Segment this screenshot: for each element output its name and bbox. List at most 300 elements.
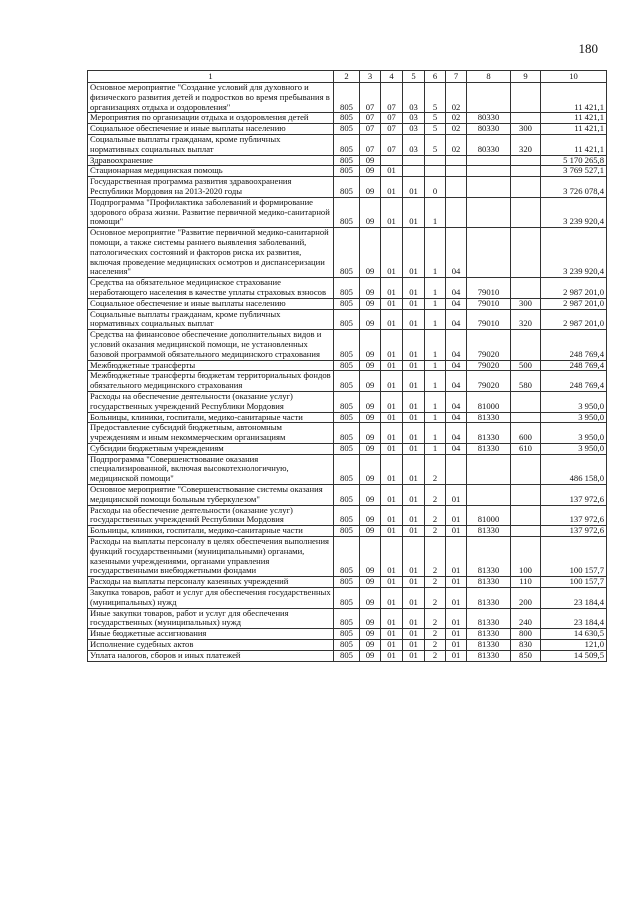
section-cell: 07 <box>360 113 381 124</box>
table-row <box>88 485 607 506</box>
program-cell: 01 <box>403 278 425 299</box>
program-cell: 01 <box>403 371 425 392</box>
row-name-cell: Межбюджетные трансферты бюджетам территориальных фондов обязательного медицинского страхования <box>88 371 334 392</box>
direction-cell: 81330 <box>467 629 511 640</box>
admin-code-cell: 805 <box>334 166 360 177</box>
table-row <box>88 278 607 299</box>
table-row <box>88 423 607 444</box>
row-name-cell: Иные закупки товаров, работ и услуг для обеспечения государственных (муниципальных) нужд <box>88 608 334 629</box>
section-cell: 09 <box>360 485 381 506</box>
subprogram-cell: 1 <box>425 391 446 412</box>
direction-cell: 80330 <box>467 134 511 155</box>
row-name-cell: Иные бюджетные ассигнования <box>88 629 334 640</box>
subprogram-cell: 1 <box>425 197 446 227</box>
subsection-cell: 01 <box>381 228 403 278</box>
subprogram-cell <box>425 155 446 166</box>
section-cell: 09 <box>360 588 381 609</box>
measure-cell: 02 <box>446 83 467 113</box>
expense-type-cell <box>511 485 541 506</box>
row-name-cell: Исполнение судебных актов <box>88 640 334 651</box>
subsection-cell: 01 <box>381 588 403 609</box>
direction-cell <box>467 155 511 166</box>
row-name-cell: Основное мероприятие "Совершенствование системы оказания медицинской помощи больным туберкулезом" <box>88 485 334 506</box>
expense-type-cell <box>511 454 541 484</box>
direction-cell <box>467 485 511 506</box>
subprogram-cell <box>425 166 446 177</box>
subsection-cell: 07 <box>381 124 403 135</box>
amount-cell: 3 769 527,1 <box>541 166 607 177</box>
subsection-cell: 07 <box>381 113 403 124</box>
section-cell: 09 <box>360 640 381 651</box>
amount-cell: 3 950,0 <box>541 423 607 444</box>
admin-code-cell: 805 <box>334 423 360 444</box>
direction-cell: 81330 <box>467 537 511 577</box>
subsection-cell: 01 <box>381 371 403 392</box>
direction-cell <box>467 454 511 484</box>
measure-cell: 04 <box>446 412 467 423</box>
direction-cell: 79010 <box>467 278 511 299</box>
admin-code-cell: 805 <box>334 83 360 113</box>
measure-cell: 04 <box>446 443 467 454</box>
direction-cell: 80330 <box>467 124 511 135</box>
subsection-cell: 01 <box>381 278 403 299</box>
program-cell: 01 <box>403 443 425 454</box>
column-header: 5 <box>403 71 425 83</box>
section-cell: 09 <box>360 537 381 577</box>
admin-code-cell: 805 <box>334 124 360 135</box>
expense-type-cell: 100 <box>511 537 541 577</box>
amount-cell: 137 972,6 <box>541 485 607 506</box>
measure-cell: 02 <box>446 113 467 124</box>
subsection-cell: 01 <box>381 629 403 640</box>
measure-cell <box>446 166 467 177</box>
expense-type-cell: 320 <box>511 134 541 155</box>
row-name-cell: Расходы на выплаты персоналу в целях обеспечения выполнения функций государственными (муниципальными) органами, казенными учреждениями, органами управления государственными внебюджетными фондами <box>88 537 334 577</box>
direction-cell: 81330 <box>467 640 511 651</box>
section-cell: 09 <box>360 309 381 330</box>
direction-cell: 81330 <box>467 577 511 588</box>
measure-cell: 04 <box>446 228 467 278</box>
program-cell: 01 <box>403 577 425 588</box>
subsection-cell: 01 <box>381 443 403 454</box>
subprogram-cell: 2 <box>425 485 446 506</box>
subprogram-cell: 2 <box>425 650 446 661</box>
program-cell: 01 <box>403 197 425 227</box>
amount-cell: 3 726 078,4 <box>541 177 607 198</box>
program-cell: 01 <box>403 629 425 640</box>
direction-cell: 79010 <box>467 309 511 330</box>
measure-cell: 01 <box>446 485 467 506</box>
subsection-cell: 01 <box>381 330 403 360</box>
column-header: 3 <box>360 71 381 83</box>
amount-cell: 11 421,1 <box>541 83 607 113</box>
program-cell <box>403 155 425 166</box>
section-cell: 09 <box>360 177 381 198</box>
direction-cell: 81330 <box>467 526 511 537</box>
direction-cell: 79020 <box>467 371 511 392</box>
section-cell: 09 <box>360 577 381 588</box>
admin-code-cell: 805 <box>334 640 360 651</box>
subsection-cell: 01 <box>381 391 403 412</box>
program-cell: 01 <box>403 391 425 412</box>
expense-type-cell <box>511 166 541 177</box>
amount-cell: 14 509,5 <box>541 650 607 661</box>
row-name-cell: Подпрограмма "Совершенствование оказания специализированной, включая высокотехнологичную, медицинской помощи" <box>88 454 334 484</box>
table-row <box>88 443 607 454</box>
subprogram-cell: 1 <box>425 309 446 330</box>
subprogram-cell: 0 <box>425 177 446 198</box>
amount-cell: 3 239 920,4 <box>541 228 607 278</box>
section-cell: 09 <box>360 443 381 454</box>
direction-cell: 81330 <box>467 412 511 423</box>
section-cell: 09 <box>360 228 381 278</box>
row-name-cell: Основное мероприятие "Развитие первичной медико-санитарной помощи, а также системы раннего выявления заболеваний, патологических состояний и факторов риска их развития, включая проведение медицинских осмотров и диспансеризации населения" <box>88 228 334 278</box>
subprogram-cell: 2 <box>425 537 446 577</box>
expense-type-cell <box>511 330 541 360</box>
row-name-cell: Закупка товаров, работ и услуг для обеспечения государственных (муниципальных) нужд <box>88 588 334 609</box>
direction-cell: 79010 <box>467 298 511 309</box>
subsection-cell: 01 <box>381 640 403 651</box>
admin-code-cell: 805 <box>334 454 360 484</box>
program-cell: 01 <box>403 360 425 371</box>
direction-cell <box>467 83 511 113</box>
expense-type-cell: 600 <box>511 423 541 444</box>
section-cell: 09 <box>360 454 381 484</box>
expense-type-cell <box>511 197 541 227</box>
amount-cell: 11 421,1 <box>541 113 607 124</box>
row-name-cell: Основное мероприятие "Создание условий для духовного и физического развития детей и подростков во время пребывания в организациях отдыха и оздоровления" <box>88 83 334 113</box>
measure-cell <box>446 155 467 166</box>
section-cell: 09 <box>360 155 381 166</box>
table-row <box>88 228 607 278</box>
table-row <box>88 197 607 227</box>
section-cell: 07 <box>360 134 381 155</box>
admin-code-cell: 805 <box>334 278 360 299</box>
expense-type-cell: 610 <box>511 443 541 454</box>
subsection-cell: 01 <box>381 608 403 629</box>
program-cell: 01 <box>403 309 425 330</box>
expense-type-cell: 110 <box>511 577 541 588</box>
program-cell: 01 <box>403 640 425 651</box>
subsection-cell: 07 <box>381 83 403 113</box>
expense-type-cell: 580 <box>511 371 541 392</box>
admin-code-cell: 805 <box>334 228 360 278</box>
subprogram-cell: 5 <box>425 113 446 124</box>
amount-cell: 2 987 201,0 <box>541 298 607 309</box>
subsection-cell: 01 <box>381 505 403 526</box>
table-row <box>88 640 607 651</box>
measure-cell: 04 <box>446 278 467 299</box>
program-cell: 01 <box>403 330 425 360</box>
subsection-cell: 01 <box>381 197 403 227</box>
measure-cell: 01 <box>446 505 467 526</box>
expense-type-cell: 320 <box>511 309 541 330</box>
measure-cell <box>446 454 467 484</box>
admin-code-cell: 805 <box>334 197 360 227</box>
table-header-row <box>88 71 607 83</box>
subprogram-cell: 2 <box>425 505 446 526</box>
section-cell: 09 <box>360 298 381 309</box>
table-row <box>88 134 607 155</box>
amount-cell: 5 170 265,8 <box>541 155 607 166</box>
section-cell: 09 <box>360 166 381 177</box>
subprogram-cell: 2 <box>425 454 446 484</box>
subprogram-cell: 2 <box>425 577 446 588</box>
column-header: 2 <box>334 71 360 83</box>
expense-type-cell: 300 <box>511 298 541 309</box>
section-cell: 09 <box>360 330 381 360</box>
budget-table <box>87 70 607 662</box>
subprogram-cell: 2 <box>425 588 446 609</box>
measure-cell: 01 <box>446 537 467 577</box>
direction-cell <box>467 177 511 198</box>
section-cell: 09 <box>360 629 381 640</box>
measure-cell: 01 <box>446 526 467 537</box>
table-row <box>88 113 607 124</box>
row-name-cell: Мероприятия по организации отдыха и оздоровления детей <box>88 113 334 124</box>
subprogram-cell: 1 <box>425 228 446 278</box>
measure-cell: 01 <box>446 650 467 661</box>
amount-cell: 3 239 920,4 <box>541 197 607 227</box>
expense-type-cell <box>511 391 541 412</box>
admin-code-cell: 805 <box>334 391 360 412</box>
row-name-cell: Предоставление субсидий бюджетным, автономным учреждениям и иным некоммерческим организациям <box>88 423 334 444</box>
subprogram-cell: 5 <box>425 134 446 155</box>
section-cell: 09 <box>360 197 381 227</box>
direction-cell: 81000 <box>467 505 511 526</box>
table-row <box>88 330 607 360</box>
measure-cell: 01 <box>446 608 467 629</box>
program-cell: 01 <box>403 608 425 629</box>
subsection-cell: 01 <box>381 423 403 444</box>
admin-code-cell: 805 <box>334 629 360 640</box>
amount-cell: 11 421,1 <box>541 124 607 135</box>
admin-code-cell: 805 <box>334 577 360 588</box>
table-row <box>88 360 607 371</box>
expense-type-cell <box>511 412 541 423</box>
measure-cell: 01 <box>446 588 467 609</box>
section-cell: 09 <box>360 423 381 444</box>
admin-code-cell: 805 <box>334 412 360 423</box>
row-name-cell: Здравоохранение <box>88 155 334 166</box>
subprogram-cell: 5 <box>425 124 446 135</box>
table-row <box>88 166 607 177</box>
subprogram-cell: 2 <box>425 629 446 640</box>
measure-cell: 04 <box>446 330 467 360</box>
subsection-cell: 01 <box>381 537 403 577</box>
expense-type-cell <box>511 505 541 526</box>
measure-cell: 01 <box>446 640 467 651</box>
section-cell: 07 <box>360 83 381 113</box>
admin-code-cell: 805 <box>334 371 360 392</box>
amount-cell: 486 158,0 <box>541 454 607 484</box>
table-row <box>88 155 607 166</box>
row-name-cell: Расходы на обеспечение деятельности (оказание услуг) государственных учреждений Республики Мордовия <box>88 391 334 412</box>
column-header: 4 <box>381 71 403 83</box>
admin-code-cell: 805 <box>334 485 360 506</box>
subprogram-cell: 5 <box>425 83 446 113</box>
measure-cell: 04 <box>446 391 467 412</box>
measure-cell: 04 <box>446 360 467 371</box>
measure-cell: 04 <box>446 309 467 330</box>
subprogram-cell: 1 <box>425 360 446 371</box>
subprogram-cell: 2 <box>425 608 446 629</box>
subsection-cell: 07 <box>381 134 403 155</box>
row-name-cell: Межбюджетные трансферты <box>88 360 334 371</box>
amount-cell: 23 184,4 <box>541 588 607 609</box>
subprogram-cell: 1 <box>425 298 446 309</box>
column-header: 9 <box>511 71 541 83</box>
expense-type-cell: 200 <box>511 588 541 609</box>
subprogram-cell: 1 <box>425 371 446 392</box>
table-row <box>88 298 607 309</box>
column-header: 7 <box>446 71 467 83</box>
subprogram-cell: 1 <box>425 412 446 423</box>
row-name-cell: Расходы на обеспечение деятельности (оказание услуг) государственных учреждений Республики Мордовия <box>88 505 334 526</box>
program-cell: 01 <box>403 505 425 526</box>
expense-type-cell <box>511 155 541 166</box>
subprogram-cell: 1 <box>425 330 446 360</box>
subsection-cell: 01 <box>381 650 403 661</box>
row-name-cell: Субсидии бюджетным учреждениям <box>88 443 334 454</box>
table-row <box>88 124 607 135</box>
row-name-cell: Стационарная медицинская помощь <box>88 166 334 177</box>
amount-cell: 2 987 201,0 <box>541 309 607 330</box>
column-header: 8 <box>467 71 511 83</box>
table-row <box>88 454 607 484</box>
program-cell: 01 <box>403 177 425 198</box>
table-row <box>88 412 607 423</box>
measure-cell: 02 <box>446 134 467 155</box>
admin-code-cell: 805 <box>334 608 360 629</box>
row-name-cell: Средства на обязательное медицинское страхование неработающего населения в качестве уплаты страховых взносов <box>88 278 334 299</box>
section-cell: 09 <box>360 371 381 392</box>
direction-cell: 81330 <box>467 608 511 629</box>
admin-code-cell: 805 <box>334 505 360 526</box>
admin-code-cell: 805 <box>334 650 360 661</box>
direction-cell <box>467 197 511 227</box>
section-cell: 09 <box>360 608 381 629</box>
section-cell: 09 <box>360 412 381 423</box>
program-cell: 01 <box>403 485 425 506</box>
subsection-cell: 01 <box>381 526 403 537</box>
subsection-cell <box>381 155 403 166</box>
subsection-cell: 01 <box>381 485 403 506</box>
subsection-cell: 01 <box>381 177 403 198</box>
measure-cell <box>446 177 467 198</box>
amount-cell: 11 421,1 <box>541 134 607 155</box>
row-name-cell: Социальные выплаты гражданам, кроме публичных нормативных социальных выплат <box>88 309 334 330</box>
table-row <box>88 526 607 537</box>
program-cell: 03 <box>403 134 425 155</box>
table-row <box>88 391 607 412</box>
section-cell: 09 <box>360 391 381 412</box>
amount-cell: 248 769,4 <box>541 330 607 360</box>
program-cell: 01 <box>403 423 425 444</box>
subsection-cell: 01 <box>381 577 403 588</box>
section-cell: 09 <box>360 526 381 537</box>
admin-code-cell: 805 <box>334 298 360 309</box>
program-cell: 01 <box>403 412 425 423</box>
subsection-cell: 01 <box>381 298 403 309</box>
direction-cell: 81330 <box>467 588 511 609</box>
measure-cell: 01 <box>446 577 467 588</box>
amount-cell: 137 972,6 <box>541 526 607 537</box>
direction-cell: 79020 <box>467 330 511 360</box>
program-cell: 01 <box>403 650 425 661</box>
table-row <box>88 83 607 113</box>
direction-cell: 81330 <box>467 423 511 444</box>
amount-cell: 100 157,7 <box>541 537 607 577</box>
direction-cell <box>467 166 511 177</box>
measure-cell: 01 <box>446 629 467 640</box>
section-cell: 09 <box>360 505 381 526</box>
direction-cell <box>467 228 511 278</box>
admin-code-cell: 805 <box>334 360 360 371</box>
admin-code-cell: 805 <box>334 113 360 124</box>
expense-type-cell: 500 <box>511 360 541 371</box>
section-cell: 09 <box>360 650 381 661</box>
measure-cell: 04 <box>446 298 467 309</box>
direction-cell: 80330 <box>467 113 511 124</box>
program-cell: 03 <box>403 124 425 135</box>
direction-cell: 81330 <box>467 650 511 661</box>
row-name-cell: Социальное обеспечение и иные выплаты населению <box>88 124 334 135</box>
row-name-cell: Больницы, клиники, госпитали, медико-санитарные части <box>88 526 334 537</box>
row-name-cell: Больницы, клиники, госпитали, медико-санитарные части <box>88 412 334 423</box>
admin-code-cell: 805 <box>334 443 360 454</box>
amount-cell: 2 987 201,0 <box>541 278 607 299</box>
program-cell: 01 <box>403 228 425 278</box>
amount-cell: 23 184,4 <box>541 608 607 629</box>
column-header: 10 <box>541 71 607 83</box>
row-name-cell: Социальное обеспечение и иные выплаты населению <box>88 298 334 309</box>
expense-type-cell: 300 <box>511 124 541 135</box>
program-cell: 01 <box>403 537 425 577</box>
admin-code-cell: 805 <box>334 537 360 577</box>
subprogram-cell: 1 <box>425 443 446 454</box>
subprogram-cell: 2 <box>425 526 446 537</box>
expense-type-cell: 240 <box>511 608 541 629</box>
admin-code-cell: 805 <box>334 588 360 609</box>
column-header: 6 <box>425 71 446 83</box>
table-body <box>88 83 607 662</box>
measure-cell <box>446 197 467 227</box>
column-header: 1 <box>88 71 334 83</box>
subprogram-cell: 1 <box>425 423 446 444</box>
subsection-cell: 01 <box>381 166 403 177</box>
program-cell: 01 <box>403 298 425 309</box>
program-cell: 01 <box>403 588 425 609</box>
table-row <box>88 177 607 198</box>
program-cell <box>403 166 425 177</box>
program-cell: 01 <box>403 526 425 537</box>
amount-cell: 3 950,0 <box>541 412 607 423</box>
page-number: 180 <box>578 41 598 56</box>
expense-type-cell <box>511 278 541 299</box>
admin-code-cell: 805 <box>334 177 360 198</box>
expense-type-cell <box>511 113 541 124</box>
admin-code-cell: 805 <box>334 155 360 166</box>
subprogram-cell: 1 <box>425 278 446 299</box>
row-name-cell: Социальные выплаты гражданам, кроме публичных нормативных социальных выплат <box>88 134 334 155</box>
measure-cell: 04 <box>446 423 467 444</box>
expense-type-cell: 830 <box>511 640 541 651</box>
subsection-cell: 01 <box>381 454 403 484</box>
expense-type-cell <box>511 228 541 278</box>
row-name-cell: Подпрограмма "Профилактика заболеваний и формирование здорового образа жизни. Развитие первичной медико-санитарной помощи" <box>88 197 334 227</box>
amount-cell: 3 950,0 <box>541 391 607 412</box>
